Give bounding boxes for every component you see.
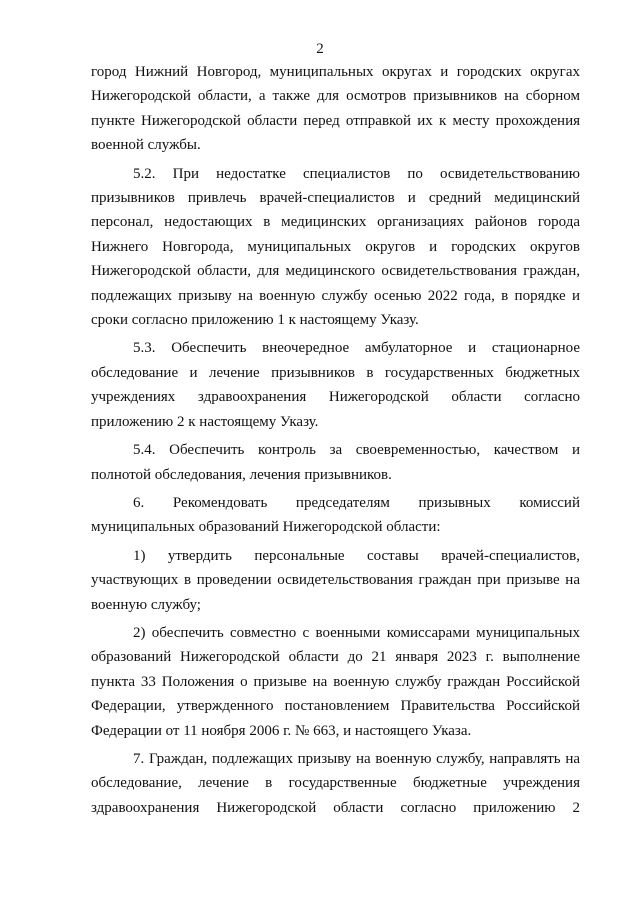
page-number: 2 (316, 41, 324, 57)
paragraph-6: 6. Рекомендовать председателям призывных комиссий муниципальных образований Нижегородской области: (91, 494, 580, 536)
paragraph-6-1: 1) утвердить персональные составы врачей-специалистов, участвующих в проведении освидетельствования граждан при призыве на военную службу; (91, 547, 580, 613)
document-body (91, 60, 580, 824)
paragraph-5-3: 5.3. Обеспечить внеочередное амбулаторное и стационарное обследование и лечение призывников в государственных бюджетных учреждениях здравоохранения Нижегородской области согласно приложению 2 к настоящему Указу. (91, 340, 580, 430)
paragraph-6-2: 2) обеспечить совместно с военными комиссарами муниципальных образований Нижегородской области до 21 января 2023 г. выполнение пункта 33 Положения о призыве на военную службу граждан Российской Федерации, утвержденного постановлением Правительства Российской Федерации от 11 ноября 2006 г. № 663, и настоящего Указа. (91, 624, 580, 739)
paragraph-5-2: 5.2. При недостатке специалистов по освидетельствованию призывников привлечь врачей-специалистов и средний медицинский персонал, недостающих в медицинских организациях районов города Нижнего Новгорода, муниципальных округов и городских округов Нижегородской области, для медицинского освидетельствования граждан, подлежащих призыву на военную службу осенью 2022 года, в порядке и сроки согласно приложению 1 к настоящему Указу. (91, 165, 580, 329)
paragraph-continuation: город Нижний Новгород, муниципальных округах и городских округах Нижегородской области, а также для осмотров призывников на сборном пункте Нижегородской области перед отправкой их к месту прохождения военной службы. (91, 64, 580, 154)
paragraph-5-4: 5.4. Обеспечить контроль за своевременностью, качеством и полнотой обследования, лечения призывников. (91, 442, 580, 483)
paragraph-7: 7. Граждан, подлежащих призыву на военную службу, направлять на обследование, лечение в государственные бюджетные учреждения здравоохранения Нижегородской области согласно приложению 2 (91, 750, 580, 816)
